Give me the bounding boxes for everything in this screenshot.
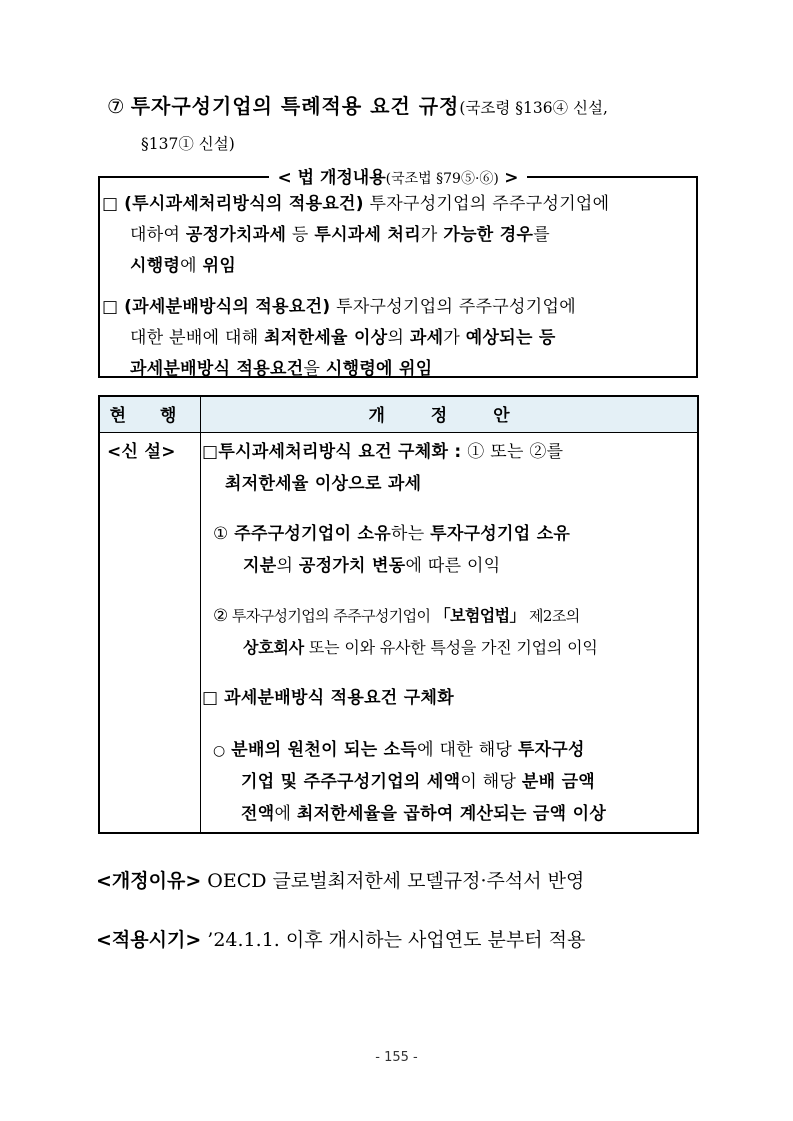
condition-2-text3: 또는 이와 유사한 특성을 가진 기업의 이익 — [304, 638, 598, 657]
law-item-1-lead: (투시과세처리방식의 적용요건) — [124, 194, 364, 214]
bullet-bold3: 기업 및 주주구성기업의 세액 — [241, 772, 461, 792]
checkbox-square-icon: □ — [202, 688, 219, 708]
condition-1-text2: 의 — [276, 556, 299, 576]
condition-2-bold1: 「보험업법」 — [434, 606, 525, 625]
law-caption-main: < 법 개정내용 — [277, 168, 386, 188]
bullet-bold4: 분배 금액 — [521, 772, 596, 792]
law-item-2-lead: (과세분배방식의 적용요건) — [124, 297, 331, 317]
heading-paren: (국조령 §136④ 신설, — [459, 99, 608, 117]
law-item-1-bold6: 위임 — [202, 256, 237, 276]
condition-2-bold2: 상호회사 — [243, 638, 305, 657]
heading-line1 — [107, 88, 707, 126]
condition-2-text2: 제2조의 — [524, 607, 580, 625]
law-item-2-text5: 을 — [303, 359, 326, 379]
table-header — [100, 397, 697, 433]
bullet-bold6: 최저한세율을 곱하여 계산되는 금액 이상 — [296, 804, 607, 824]
law-item-1-bold2: 공정가치과세 — [185, 225, 287, 245]
condition-2-text1: 투자구성기업의 주주구성기업이 — [231, 607, 435, 625]
law-item-2-text: 투자구성기업의 주주구성기업에 — [330, 297, 576, 317]
law-item-1-bold3: 투시과세 처리 — [314, 225, 421, 245]
checkbox-square-icon: □ — [102, 194, 119, 214]
condition-2-line2 — [243, 632, 598, 664]
condition-2-line1 — [213, 600, 580, 632]
heading-title: 투자구성기업의 특례적용 요건 규정 — [130, 94, 460, 118]
checkbox-square-icon: □ — [102, 297, 119, 317]
law-item-1-text6: 에 — [180, 256, 203, 276]
law-item-1-text5: 를 — [533, 225, 550, 245]
heading-number: ⑦ — [107, 95, 125, 118]
law-item-2-text4: 가 — [443, 328, 466, 348]
law-item-1-text4: 가 — [420, 225, 444, 245]
law-item-1 — [102, 189, 702, 282]
law-item-2-bold2: 최저한세율 이상 — [264, 328, 388, 348]
bullet-line3 — [241, 798, 606, 830]
condition-1-number: ① — [213, 524, 229, 544]
law-item-2-bold4: 예상되는 등 — [465, 328, 556, 348]
bullet-bold1: 분배의 원천이 되는 소득 — [231, 740, 418, 760]
condition-1-bold3: 지분 — [243, 556, 277, 576]
bullet-text1: 에 대한 해당 — [417, 740, 518, 760]
header-new: 개 정 안 — [368, 406, 530, 426]
condition-1-line2 — [243, 550, 500, 582]
s1-line1 — [202, 436, 563, 468]
law-caption-sub: (국조법 §79⑤·⑥) — [385, 171, 499, 187]
law-item-1-text: 투자구성기업의 주주구성기업에 — [363, 194, 610, 214]
bullet-bold2: 투자구성 — [517, 740, 585, 760]
bullet-line1 — [213, 734, 585, 767]
s2-title: 과세분배방식 적용요건 구체화 — [224, 688, 454, 708]
bullet-bold5: 전액 — [241, 804, 275, 824]
law-item-2-bold3: 과세 — [409, 328, 444, 348]
law-item-1-bold5: 시행령 — [130, 256, 181, 276]
condition-1-line1 — [213, 518, 570, 550]
s1-line2: 최저한세율 이상으로 과세 — [225, 474, 422, 494]
table-divider — [200, 397, 201, 832]
condition-2-number: ② — [213, 606, 228, 626]
reason-text: OECD 글로벌최저한세 모델규정·주석서 반영 — [201, 870, 585, 892]
law-item-2-bold5: 과세분배방식 적용요건 — [130, 359, 304, 379]
law-item-1-text3: 등 — [286, 225, 315, 245]
heading-line2: §137① 신설) — [141, 135, 235, 153]
checkbox-square-icon: □ — [202, 442, 219, 462]
apply-line — [96, 925, 585, 955]
law-item-2-text3: 의 — [387, 328, 410, 348]
condition-1-bold1: 주주구성기업이 소유 — [234, 524, 391, 544]
page-number: - 155 - — [375, 1050, 418, 1065]
law-item-2-bold6: 시행령에 위임 — [325, 359, 433, 379]
law-item-2 — [102, 292, 702, 385]
law-caption-end: > — [504, 168, 519, 188]
law-item-1-text2: 대하여 — [130, 225, 186, 245]
condition-1-bold2: 투자구성기업 소유 — [430, 524, 571, 544]
reason-line — [96, 866, 584, 896]
reason-label: <개정이유> — [96, 870, 202, 892]
apply-label: <적용시기> — [96, 929, 202, 951]
section-heading — [107, 88, 707, 162]
s1-tail: ① 또는 ②를 — [461, 442, 564, 462]
law-item-2-text2: 대한 분배에 대해 — [130, 328, 265, 348]
bullet-circle-icon: ○ — [213, 743, 226, 759]
s2-line — [202, 682, 454, 714]
s1-title: 투시과세처리방식 요건 구체화 : — [218, 442, 462, 462]
current-cell: <신 설> — [107, 442, 176, 462]
bullet-text3: 에 — [274, 804, 297, 824]
condition-1-text1: 하는 — [390, 524, 431, 544]
law-item-1-bold4: 가능한 경우 — [443, 225, 534, 245]
law-caption — [98, 163, 698, 189]
header-current: 현 행 — [109, 406, 191, 426]
bullet-line2 — [241, 766, 595, 798]
condition-1-text3: 에 따른 이익 — [405, 556, 501, 576]
condition-1-bold4: 공정가치 변동 — [298, 556, 406, 576]
bullet-text2: 이 해당 — [460, 772, 522, 792]
apply-text: ’24.1.1. 이후 개시하는 사업연도 분부터 적용 — [201, 929, 586, 951]
